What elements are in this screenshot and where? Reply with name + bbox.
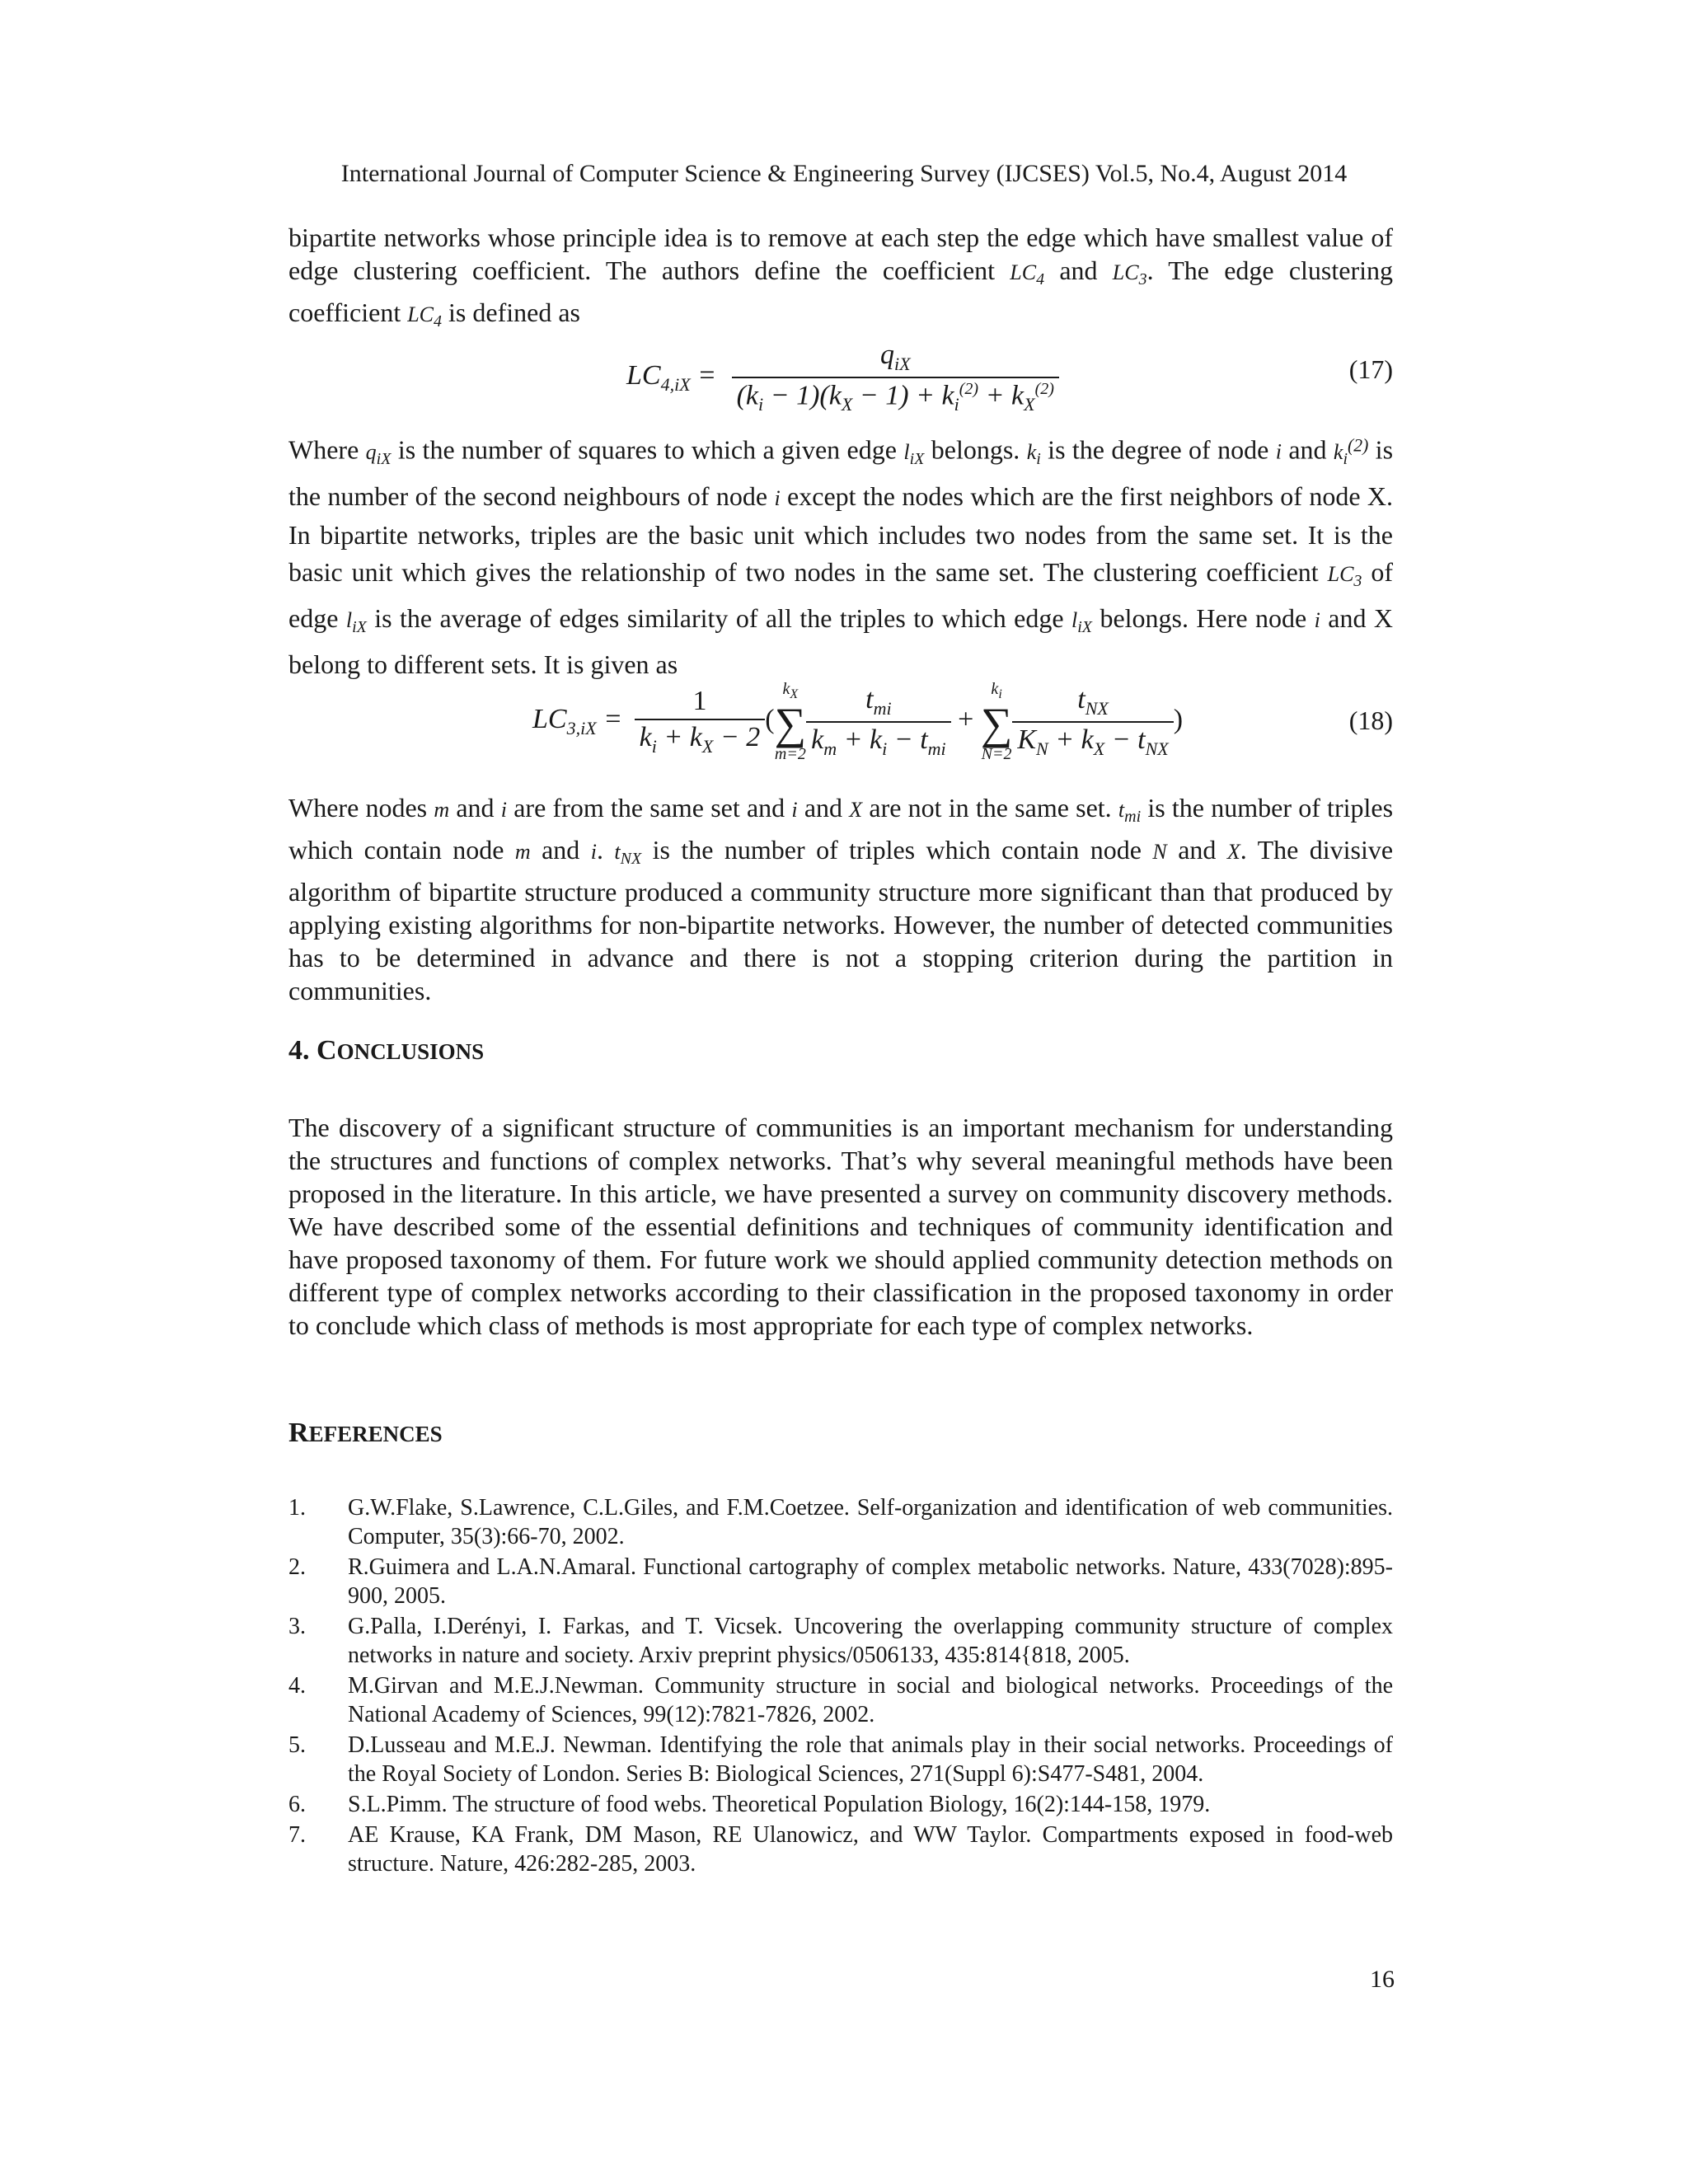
paragraph-definitions: Where $q_{iX}$ is the number of squares to which a given edge $l_{iX}$ belongs. $k_i$ is the degree of node i and $k_i^{(2)}$ is the number of the second neighbours of node i except the nodes which are the first neighbors of node X. In bipartite networks, triples are the basic unit which includes two nodes from the same set. It is the basic unit which gives the relationship of two nodes in the same set. The clustering coefficient $LC_3$ of edge $l_{iX}$ is the average of edges similarity of all the triples to which edge $l_{iX}$ belongs. Here node i and X belong to different sets. It is given as [288,434,1394,680]
math-lc3: $LC_3$ [1112,260,1147,289]
paragraph-conclusion: The discovery of a significant structure of communities is an important mechanism for understanding the structures and functions of complex networks. That’s why several meaningful methods have been proposed in the literature. In this article, we have presented a survey on community discovery methods. We have described some of the essential definitions and techniques of community identification and have proposed taxonomy of them. For future work we should applied community detection methods on different type of complex networks according to their classification in the proposed taxonomy in order to conclude which class of methods is most appropriate for each type of complex networks. [288,1113,1393,1340]
reference-item: 2. R.Guimera and L.A.N.Amaral. Functional cartography of complex metabolic networks. Nature, 433(7028):895-900, 2005. [288,1554,1393,1609]
reference-item: 6. S.L.Pimm. The structure of food webs. Theoretical Population Biology, 16(2):144-158, 1979. [288,1792,1211,1817]
reference-item: 3. G.Palla, I.Derényi, I. Farkas, and T. Vicsek. Uncovering the overlapping community structure of complex networks in nature and society. Arxiv preprint physics/0506133, 435:814{818, 2005. [288,1614,1393,1668]
section-heading-references: REFERENCES [288,1418,443,1448]
running-header: International Journal of Computer Science & Engineering Survey (IJCSES) Vol.5, No.4, August 2014 [340,160,1348,187]
equation-number: (18) [1348,705,1393,735]
reference-list [288,1493,1393,1880]
reference-item: 7. AE Krause, KA Frank, DM Mason, RE Ulanowicz, and WW Taylor. Compartments exposed in food-web structure. Nature, 426:282-285, 2003. [288,1822,1393,1877]
equation-18: $LC_{3,iX}$ = $\frac{1}{k_i + k_X - 2}$ ( $k_X$ ∑ m=2 $\frac{t_{mi}}{k_m + k_i - t_{mi}}$ + $k_i$ ∑ N=2 $\frac{t_{NX}}{K_N + k_X - t_{NX}}$ ) (18) [532,680,1393,763]
math-lc4: $LC_4$ [407,302,443,331]
math-lc4: $LC_4$ [1010,260,1045,289]
reference-item: 1. G.W.Flake, S.Lawrence, C.L.Giles, and F.M.Coetzee. Self-organization and identification of web communities. Computer, 35(3):66-70, 2002. [288,1495,1393,1549]
paragraph-triples: Where nodes m and i are from the same set and i and X are not in the same set. $t_{mi}$ is the number of triples which contain node m and i. $t_{NX}$ is the number of triples which contain node N and X. The divisive algorithm of bipartite structure produced a community structure more significant than that produced by applying existing algorithms for non-bipartite networks. However, the number of detected communities has to be determined in advance and there is not a stopping criterion during the partition in communities. [288,793,1394,1006]
reference-item: 4. M.Girvan and M.E.J.Newman. Community structure in social and biological networks. Proceedings of the National Academy of Sciences, 99(12):7821-7826, 2002. [288,1673,1393,1727]
reference-item: 5. D.Lusseau and M.E.J. Newman. Identifying the role that animals play in their social networks. Proceedings of the Royal Society of London. Series B: Biological Sciences, 271(Suppl 6):S477-S481, 2004. [288,1732,1393,1787]
paragraph-bipartite-intro: bipartite networks whose principle idea is to remove at each step the edge which have smallest value of edge clustering coefficient. The authors define the coefficient $LC_4$ and $LC_3$. The edge clustering coefficient $LC_4$ is defined as [288,223,1394,331]
equation-number: (17) [1348,354,1393,384]
section-heading-conclusions: 4. CONCLUSIONS [288,1035,485,1066]
equation-17: $LC_{4,iX}$ = $\frac{q_{iX}}{(k_i - 1)(k_X - 1) + k_i^{(2)} + k_X^{(2)}}$ (17) [626,340,1393,415]
page-number: 16 [1370,1966,1395,1993]
